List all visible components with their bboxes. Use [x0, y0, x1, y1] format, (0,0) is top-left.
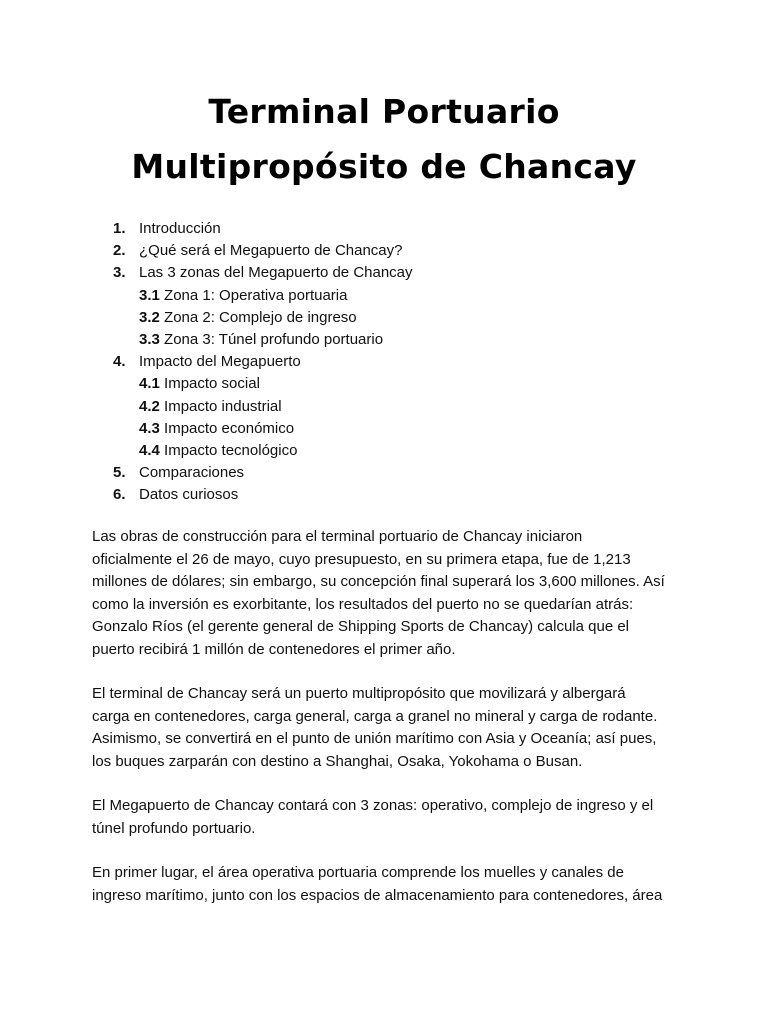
title-line-1: Terminal Portuario [208, 92, 560, 131]
toc-item-5 [113, 462, 673, 484]
paragraph-line: El Megapuerto de Chancay contará con 3 zonas: operativo, complejo de ingreso y el [92, 797, 654, 814]
table-of-contents [113, 218, 673, 507]
paragraph-line: millones de dólares; sin embargo, su concepción final superará los 3,600 millones. Así [92, 573, 665, 590]
paragraph-line: carga en contenedores, carga general, carga a granel no mineral y carga de rodante. [92, 707, 658, 725]
paragraph-line: Gonzalo Ríos (el gerente general de Shipping Sports de Chancay) calcula que el [92, 618, 629, 635]
toc-item-6 [113, 484, 673, 506]
toc-label: Zona 2: Complejo de ingreso [159, 308, 357, 326]
toc-subnumber: 3.2 [139, 308, 160, 326]
toc-subitem-3-3 [113, 329, 673, 351]
toc-subnumber: 4.3 [139, 419, 160, 437]
toc-subitem-3-1 [113, 285, 673, 307]
paragraph-operative-area [92, 862, 682, 907]
paragraph-line: Las obras de construcción para el terminal portuario de Chancay iniciaron [92, 528, 583, 545]
toc-item-4 [113, 351, 673, 373]
toc-label: Zona 3: Túnel profundo portuario [159, 331, 384, 349]
toc-label: Las 3 zonas del Megapuerto de Chancay [139, 264, 413, 282]
toc-label: Impacto del Megapuerto [139, 353, 301, 371]
paragraph-line: como la inversión es exorbitante, los resultados del puerto no se quedarían atrás: [92, 595, 634, 613]
toc-subitem-4-3 [113, 418, 673, 440]
paragraph-line: Asimismo, se convertirá en el punto de unión marítimo con Asia y Oceanía; así pues, [92, 730, 657, 747]
toc-label: Impacto tecnológico [159, 442, 298, 460]
toc-subitem-3-2 [113, 307, 673, 329]
toc-label: Introducción [139, 220, 221, 237]
paragraph-introduction [92, 526, 682, 661]
toc-subnumber: 4.1 [139, 375, 160, 393]
paragraph-multipurpose [92, 683, 682, 773]
paragraph-line: los buques zarparán con destino a Shanghai, Osaka, Yokohama o Busan. [92, 752, 583, 770]
toc-subnumber: 3.1 [139, 286, 160, 304]
toc-label: Datos curiosos [139, 486, 239, 504]
toc-label: Impacto económico [159, 419, 295, 437]
toc-label: ¿Qué será el Megapuerto de Chancay? [139, 242, 403, 260]
toc-item-1 [113, 218, 673, 240]
toc-subitem-4-2 [113, 396, 673, 418]
toc-subnumber: 4.2 [139, 397, 160, 415]
toc-label: Zona 1: Operativa portuaria [159, 286, 348, 304]
toc-subnumber: 3.3 [139, 331, 160, 349]
paragraph-line: En primer lugar, el área operativa portuaria comprende los muelles y canales de [92, 864, 624, 881]
paragraph-line: oficialmente el 26 de mayo, cuyo presupuesto, en su primera etapa, fue de 1,213 [92, 550, 631, 568]
title-line-2: Multipropósito de Chancay [131, 147, 637, 186]
toc-number: 3. [113, 264, 126, 282]
toc-label: Impacto industrial [159, 397, 282, 415]
toc-subnumber: 4.4 [139, 442, 160, 460]
toc-subitem-4-1 [113, 373, 673, 395]
toc-item-2 [113, 240, 673, 262]
toc-number: 6. [113, 486, 126, 504]
toc-number: 1. [113, 220, 126, 237]
toc-label: Impacto social [159, 375, 260, 393]
toc-number: 2. [113, 242, 126, 260]
toc-subitem-4-4 [113, 440, 673, 462]
toc-number: 4. [113, 353, 126, 371]
toc-item-3 [113, 262, 673, 284]
toc-label: Comparaciones [139, 464, 245, 482]
paragraph-line: túnel profundo portuario. [92, 819, 256, 837]
paragraph-line: El terminal de Chancay será un puerto multipropósito que movilizará y albergará [92, 685, 626, 702]
toc-number: 5. [113, 464, 126, 482]
paragraph-line: ingreso marítimo, junto con los espacios de almacenamiento para contenedores, área [92, 886, 663, 904]
document-title [0, 84, 768, 194]
paragraph-line: puerto recibirá 1 millón de contenedores el primer año. [92, 640, 456, 658]
paragraph-zones [92, 795, 682, 840]
